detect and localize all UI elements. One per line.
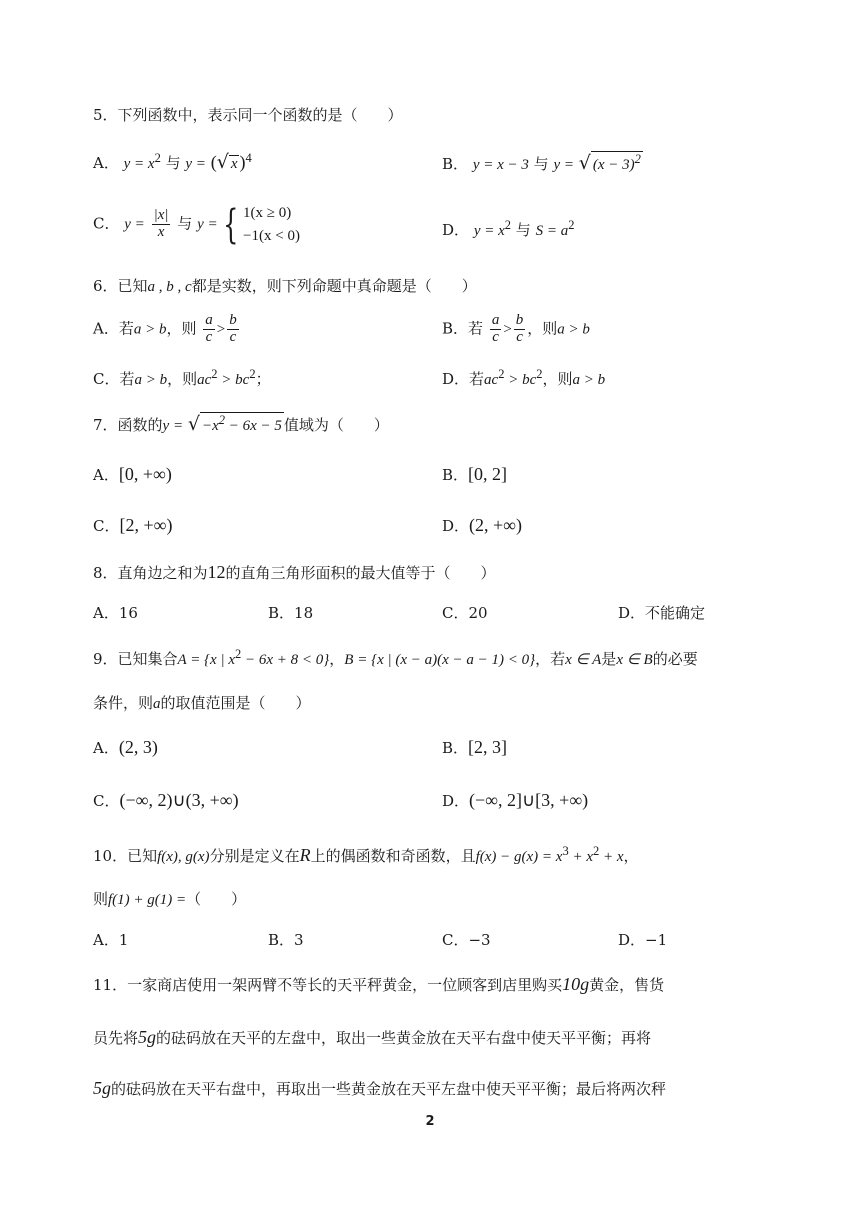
math-radicand: −x	[201, 418, 219, 434]
math: R	[299, 845, 311, 865]
q8-option-d: D．不能确定	[618, 604, 706, 622]
q5-option-d	[442, 218, 574, 240]
math: a > b	[572, 372, 606, 388]
math: [2, 3]	[468, 737, 508, 757]
stem-text: 的砝码放在天平的左盘中，取出一些黄金放在天平右盘中使天平平衡；再将	[156, 1029, 652, 1047]
option-label: B．	[442, 155, 469, 173]
math: x ∈ A	[565, 652, 602, 668]
option-label: C．	[93, 517, 120, 535]
math: f(1) + g(1) =	[108, 892, 187, 908]
stem-text: 的必要	[652, 650, 698, 668]
connector: 与	[533, 155, 549, 173]
math-sup: 3	[562, 844, 569, 858]
case-line: −1(x < 0)	[243, 227, 300, 244]
connector: ，则	[527, 319, 558, 338]
math: − 6x + 8 < 0}	[241, 652, 330, 668]
math: (−∞, 2)∪(3, +∞)	[119, 790, 239, 810]
q10-option-d: D．−1	[618, 931, 668, 949]
math: [0, 2]	[468, 464, 508, 484]
option-label: D．	[442, 221, 470, 239]
stem-text: 的取值范围是（ ）	[160, 694, 311, 712]
option-label: B．	[442, 466, 469, 484]
q9-stem-line2	[93, 692, 773, 713]
q5-option-a: A． $y = x^2$ 与 y = (√ x )$^4$	[93, 151, 252, 173]
stem-text: 8．直角边之和为	[93, 564, 208, 582]
math-sup: 2	[211, 367, 218, 381]
math-sup: 2	[536, 367, 543, 381]
math-sup: 2	[249, 367, 256, 381]
q6-stem	[93, 275, 477, 296]
q10-stem-line2	[93, 888, 773, 909]
math: (2, 3)	[118, 737, 158, 757]
math: 10g	[562, 974, 590, 994]
option-label: A．	[93, 154, 119, 172]
q7-stem: 7．函数的y = √ $-x^2 - 6x - 5$ 值域为（ ）	[93, 413, 389, 435]
math: (2, +∞)	[469, 515, 523, 535]
math-radicand: (x − 3)	[592, 157, 635, 173]
math: + x	[599, 849, 624, 865]
math: a > b	[134, 372, 168, 388]
stem-text: 条件，则	[93, 694, 154, 712]
q11-stem-line2	[93, 1027, 773, 1048]
math: a > b	[557, 321, 590, 338]
math-sup: 2	[498, 367, 505, 381]
stem-text: ，若	[535, 650, 566, 668]
punct: ；	[255, 370, 271, 388]
math-radicand: x	[230, 156, 238, 172]
stem-text: 的直角三角形面积的最大值等于（ ）	[225, 564, 496, 582]
math: f(x) − g(x) = x	[475, 849, 563, 865]
q11-stem-line1	[93, 974, 773, 995]
stem-text: 6．已知	[93, 277, 148, 295]
q7-option-c	[93, 515, 172, 536]
q10-option-c: C．−3	[442, 931, 491, 949]
math: > bc	[504, 372, 537, 388]
frac-num: a	[205, 312, 213, 328]
option-label: A．	[93, 466, 119, 484]
q8-option-b: B．18	[268, 604, 314, 622]
stem-text: 值域为（ ）	[283, 416, 389, 434]
math: S = a	[535, 223, 569, 239]
math: f(x), g(x)	[157, 849, 210, 865]
stem-text: 员先将	[93, 1029, 139, 1047]
math: [0, +∞)	[118, 464, 172, 484]
math: >	[503, 321, 512, 338]
q8-option-c: C．20	[442, 604, 488, 622]
math: y = x	[473, 223, 505, 239]
math-sup: 2	[504, 218, 511, 232]
stem-text: 11．一家商店使用一架两臂不等长的天平秤黄金，一位顾客到店里购买	[93, 976, 563, 994]
math: a > b	[133, 321, 167, 338]
math: y =	[197, 216, 218, 233]
math: a , b , c	[147, 279, 192, 295]
q8-stem	[93, 562, 496, 583]
option-label: B．若	[442, 319, 484, 338]
math-sup: 2	[593, 844, 600, 858]
frac-den: c	[229, 328, 237, 345]
math: 12	[207, 562, 226, 582]
math: y =	[185, 156, 206, 172]
q11-stem-line3	[93, 1078, 773, 1099]
connector: ，则	[166, 319, 197, 338]
frac-num: a	[491, 312, 500, 328]
frac-den: x	[157, 224, 165, 240]
frac-den: c	[205, 328, 213, 345]
option-label: A．	[93, 739, 119, 757]
punct: ，	[329, 650, 345, 668]
q5-option-b: B． y = x − 3 与 y = √ $(x - 3)^2$	[442, 152, 641, 174]
math-sup: 2	[235, 647, 242, 661]
frac-num: |x|	[153, 207, 169, 224]
q9-option-a	[93, 737, 158, 758]
math-sup: 2	[568, 218, 575, 232]
option-label: D．若	[442, 370, 485, 388]
q9-option-b	[442, 737, 507, 758]
q10-stem-line1	[93, 844, 773, 866]
option-label: A．若	[93, 319, 134, 338]
q7-option-b	[442, 464, 507, 485]
math: + x	[568, 849, 593, 865]
option-label: C．	[93, 214, 120, 233]
punct: ，	[623, 847, 639, 865]
q6-option-a	[93, 313, 241, 346]
option-label: D．	[442, 517, 470, 535]
math: x ∈ B	[616, 652, 653, 668]
q7-option-d	[442, 515, 522, 536]
q10-option-a: A．1	[93, 931, 129, 949]
frac-den: c	[492, 328, 499, 345]
stem-text: 分别是定义在	[209, 847, 300, 865]
math: >	[216, 321, 226, 338]
q6-option-b	[442, 313, 590, 346]
math: 5g	[138, 1027, 157, 1047]
q6-option-c	[93, 367, 271, 389]
connector: 与	[165, 154, 181, 172]
math: ac	[197, 372, 212, 388]
math: [2, +∞)	[119, 515, 173, 535]
page-number: 2	[425, 1114, 435, 1129]
stem-text: 是	[601, 650, 617, 668]
math: ac	[484, 372, 499, 388]
connector: 与	[515, 221, 531, 239]
option-label: D．	[442, 792, 470, 810]
math: y =	[124, 216, 145, 233]
q9-stem-line1	[93, 647, 773, 669]
math-radicand: − 6x − 5	[225, 418, 282, 434]
frac-num: b	[515, 312, 524, 328]
stem-text: 则	[93, 890, 109, 908]
math-sup: 2	[154, 151, 161, 165]
stem-text: 9．已知集合	[93, 650, 178, 668]
stem-text: 7．函数的	[93, 416, 163, 434]
connector: 与	[177, 214, 193, 233]
q10-option-b: B．3	[268, 931, 304, 949]
q8-option-a: A．16	[93, 604, 138, 622]
connector: ，则	[542, 370, 573, 388]
stem-text: 都是实数，则下列命题中真命题是（ ）	[191, 277, 477, 295]
case-line: 1(x ≥ 0)	[243, 205, 292, 221]
stem-text: 黄金，售货	[589, 976, 665, 994]
math: y = x	[123, 156, 155, 172]
stem-text: （ ）	[186, 890, 247, 908]
option-label: B．	[442, 739, 469, 757]
math: a	[153, 696, 161, 712]
math-sup: 4	[245, 151, 252, 165]
q5-stem: 5．下列函数中，表示同一个函数的是（ ）	[93, 106, 403, 124]
q9-option-c	[93, 790, 239, 811]
q6-option-d	[442, 367, 605, 389]
q7-option-a	[93, 464, 172, 485]
q5-option-c: C． y = $\frac{|x|}{x}$ 与 y = { 1(x ≥ 0) −1(x < 0)	[93, 201, 300, 248]
frac-den: c	[516, 328, 523, 345]
option-label: C．若	[93, 370, 135, 388]
math: A = {x | x	[177, 652, 235, 668]
stem-text: 10．已知	[93, 847, 158, 865]
connector: ，则	[167, 370, 198, 388]
math: B = {x | (x − a)(x − a − 1) < 0}	[344, 652, 536, 668]
math: y = x − 3	[472, 157, 529, 173]
stem-text: 的砝码放在天平右盘中，再取出一些黄金放在天平左盘中使天平平衡；最后将两次秤	[111, 1080, 667, 1098]
stem-text: 上的偶函数和奇函数，且	[310, 847, 476, 865]
math-sup: 2	[218, 413, 225, 427]
option-label: C．	[93, 792, 120, 810]
frac-num: b	[229, 312, 237, 328]
math-sup: 2	[634, 152, 641, 166]
math: y =	[553, 157, 574, 173]
math: > bc	[217, 372, 250, 388]
math: 5g	[93, 1078, 111, 1098]
math: y =	[162, 418, 184, 434]
math: (−∞, 2]∪[3, +∞)	[469, 790, 589, 810]
q9-option-d	[442, 790, 588, 811]
